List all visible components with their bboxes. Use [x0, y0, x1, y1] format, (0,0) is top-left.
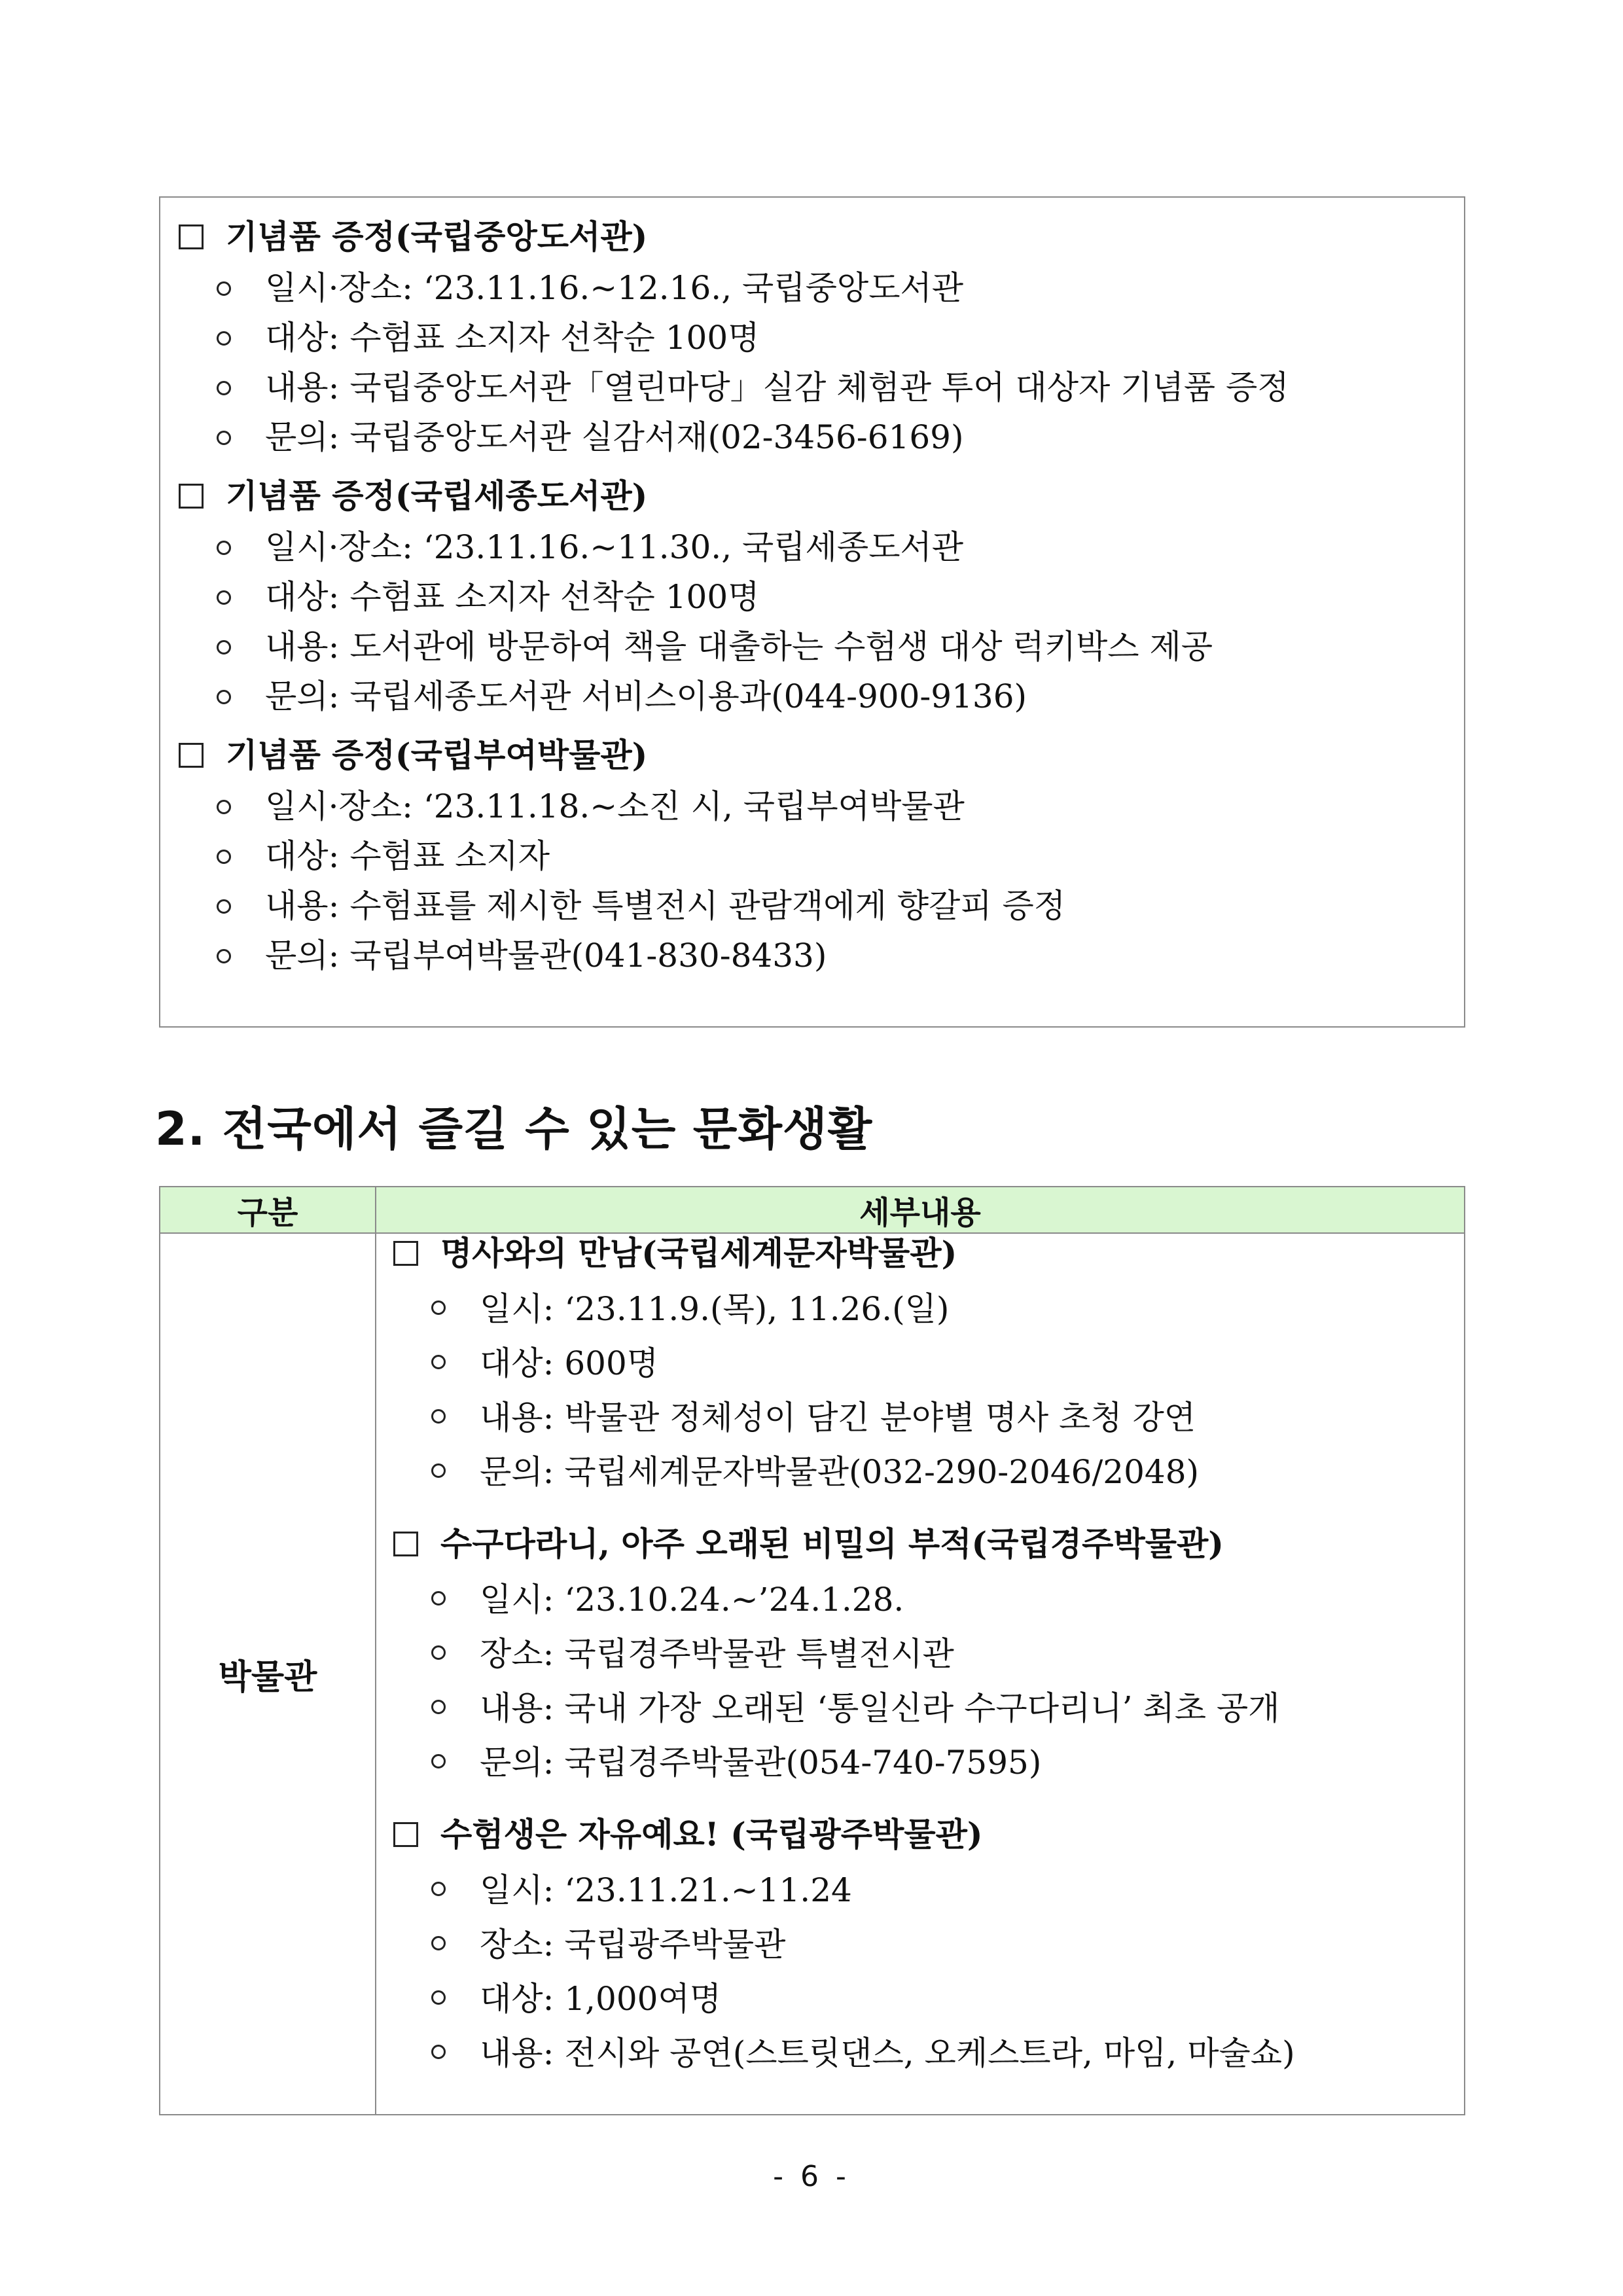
list-item: 대상: 수험표 소지자 선착순 100명 [217, 313, 1464, 363]
section-heading: 기념품 증정(국립중앙도서관) [179, 217, 1464, 257]
list-item: 문의: 국립부여박물관(041-830-8433) [217, 931, 1464, 980]
section-national-library [160, 217, 1464, 462]
section-gwangju-museum [376, 1815, 1464, 2081]
list-item: 내용: 박물관 정체성이 담긴 분야별 명사 초청 강연 [431, 1391, 1464, 1445]
section-buyeo-museum [160, 736, 1464, 980]
circle-bullet-icon [217, 640, 231, 655]
table-header-row [160, 1187, 1465, 1233]
list-item: 장소: 국립광주박물관 [431, 1918, 1464, 1972]
column-header-category: 구분 [160, 1187, 376, 1233]
checkbox-square-icon [393, 1532, 418, 1556]
circle-bullet-icon [431, 1754, 446, 1768]
list-item: 내용: 수험표를 제시한 특별전시 관람객에게 향갈피 증정 [217, 881, 1464, 931]
list-item: 일시·장소: ‘23.11.16.~12.16., 국립중앙도서관 [217, 263, 1464, 313]
details-cell [376, 1233, 1465, 2115]
circle-bullet-icon [431, 1936, 446, 1950]
list-item: 내용: 국립중앙도서관「열린마당」실감 체험관 투어 대상자 기념품 증정 [217, 363, 1464, 412]
column-header-details: 세부내용 [376, 1187, 1465, 1233]
list-item: 문의: 국립경주박물관(054-740-7595) [431, 1736, 1464, 1790]
gift-events-box [159, 196, 1465, 1028]
section-heading: 기념품 증정(국립세종도서관) [179, 476, 1464, 516]
list-item: 대상: 수험표 소지자 [217, 831, 1464, 881]
category-cell: 박물관 [160, 1233, 376, 2115]
list-item: 내용: 도서관에 방문하여 책을 대출하는 수험생 대상 럭키박스 제공 [217, 622, 1464, 672]
list-item: 내용: 국내 가장 오래된 ‘통일신라 수구다리니’ 최초 공개 [431, 1681, 1464, 1736]
list-item: 내용: 전시와 공연(스트릿댄스, 오케스트라, 마임, 마술쇼) [431, 2026, 1464, 2081]
checkbox-square-icon [179, 224, 204, 249]
list-item: 일시·장소: ‘23.11.18.~소진 시, 국립부여박물관 [217, 781, 1464, 831]
circle-bullet-icon [217, 899, 231, 914]
section-heading: 수구다라니, 아주 오래된 비밀의 부적(국립경주박물관) [393, 1524, 1464, 1564]
checkbox-square-icon [393, 1822, 418, 1847]
section-title: 2. 전국에서 즐길 수 있는 문화생활 [155, 1102, 873, 1156]
circle-bullet-icon [217, 590, 231, 605]
list-item: 대상: 1,000여명 [431, 1972, 1464, 2026]
circle-bullet-icon [431, 1300, 446, 1315]
circle-bullet-icon [431, 1463, 446, 1478]
circle-bullet-icon [217, 800, 231, 814]
list-item: 문의: 국립세종도서관 서비스이용과(044-900-9136) [217, 672, 1464, 721]
list-item: 대상: 수험표 소지자 선착순 100명 [217, 572, 1464, 622]
section-gyeongju-museum [376, 1524, 1464, 1790]
checkbox-square-icon [393, 1241, 418, 1266]
list-item: 일시: ‘23.11.9.(목), 11.26.(일) [431, 1282, 1464, 1336]
list-item: 일시: ‘23.11.21.~11.24 [431, 1863, 1464, 1918]
circle-bullet-icon [431, 1591, 446, 1605]
section-heading: 수험생은 자유예요! (국립광주박물관) [393, 1815, 1464, 1854]
circle-bullet-icon [431, 1700, 446, 1714]
section-heading: 명사와의 만남(국립세계문자박물관) [393, 1234, 1464, 1273]
checkbox-square-icon [179, 743, 204, 768]
list-item: 대상: 600명 [431, 1336, 1464, 1391]
circle-bullet-icon [217, 431, 231, 445]
list-item: 장소: 국립경주박물관 특별전시관 [431, 1627, 1464, 1681]
section-world-script-museum [376, 1234, 1464, 1499]
circle-bullet-icon [431, 1645, 446, 1660]
circle-bullet-icon [217, 331, 231, 346]
circle-bullet-icon [431, 1355, 446, 1369]
section-sejong-library [160, 476, 1464, 721]
table-row [160, 1233, 1465, 2115]
list-item: 일시·장소: ‘23.11.16.~11.30., 국립세종도서관 [217, 522, 1464, 572]
culture-events-table [159, 1186, 1465, 2115]
circle-bullet-icon [431, 1409, 446, 1424]
page-number: - 6 - [773, 2160, 850, 2193]
list-item: 문의: 국립중앙도서관 실감서재(02-3456-6169) [217, 412, 1464, 462]
circle-bullet-icon [217, 281, 231, 296]
circle-bullet-icon [217, 690, 231, 704]
checkbox-square-icon [179, 484, 204, 509]
circle-bullet-icon [217, 850, 231, 864]
circle-bullet-icon [217, 949, 231, 963]
circle-bullet-icon [217, 381, 231, 395]
circle-bullet-icon [431, 1882, 446, 1896]
circle-bullet-icon [431, 2045, 446, 2059]
list-item: 문의: 국립세계문자박물관(032-290-2046/2048) [431, 1445, 1464, 1499]
section-heading: 기념품 증정(국립부여박물관) [179, 736, 1464, 775]
circle-bullet-icon [217, 541, 231, 555]
circle-bullet-icon [431, 1990, 446, 2005]
list-item: 일시: ‘23.10.24.~’24.1.28. [431, 1573, 1464, 1627]
